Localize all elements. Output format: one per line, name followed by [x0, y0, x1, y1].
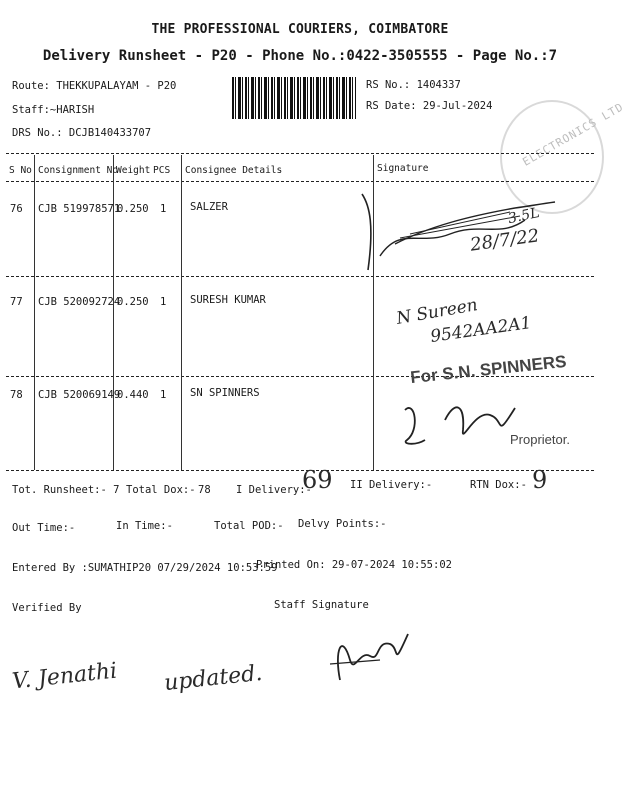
- row-sno: 76: [10, 203, 23, 215]
- rtn-dox-value: 9: [532, 466, 548, 494]
- proprietor-title: Proprietor.: [510, 432, 570, 447]
- header-weight: Weight: [116, 165, 151, 176]
- table-header-rule: [6, 181, 594, 182]
- staff-signature-label: Staff Signature: [274, 599, 369, 611]
- verified-by-label: Verified By: [12, 602, 82, 614]
- runsheet-subtitle: Delivery Runsheet - P20 - Phone No.:0422-3505555 - Page No.:7: [42, 48, 558, 64]
- header-signature: Signature: [377, 163, 429, 174]
- route-label: Route: THEKKUPALAYAM - P20: [12, 80, 177, 92]
- column-divider: [181, 155, 182, 470]
- row-consignee: SURESH KUMAR: [190, 294, 266, 306]
- i-delivery-value: 69: [302, 466, 333, 494]
- row-weight: 0.250: [117, 296, 149, 308]
- entered-by: Entered By :SUMATHIP20 07/29/2024 10:53:59: [12, 562, 278, 574]
- ii-delivery-label: II Delivery:-: [350, 479, 433, 491]
- row-weight: 0.250: [117, 203, 149, 215]
- company-stamp: For S.N. SPINNERS: [409, 351, 568, 388]
- document-title: THE PROFESSIONAL COURIERS, COIMBATORE: [151, 22, 449, 37]
- signature-date: 28/7/22: [468, 225, 541, 256]
- i-delivery-label: I Delivery:-: [236, 484, 312, 496]
- header-consignee: Consignee Details: [185, 165, 283, 176]
- rtn-dox-label: RTN Dox:-: [470, 479, 527, 491]
- row-pcs: 1: [160, 389, 167, 401]
- drs-number: DRS No.: DCJB140433707: [12, 127, 152, 139]
- row-consignment: CJB 519978571: [38, 203, 121, 215]
- row-divider: [6, 276, 594, 277]
- row-pcs: 1: [160, 296, 167, 308]
- table-top-rule: [6, 153, 594, 154]
- in-time-label: In Time:-: [116, 520, 173, 532]
- out-time-label: Out Time:-: [12, 522, 76, 534]
- row-sno: 78: [10, 389, 23, 401]
- rs-date: RS Date: 29-Jul-2024: [366, 100, 493, 112]
- total-runsheet: Tot. Runsheet:- 7: [12, 484, 120, 496]
- printed-on: Printed On: 29-07-2024 10:55:02: [256, 559, 452, 571]
- row-consignee: SN SPINNERS: [190, 387, 260, 399]
- barcode-image: [232, 77, 356, 119]
- row-consignee: SALZER: [190, 201, 228, 213]
- staff-signature-icon: [320, 620, 420, 690]
- staff-label: Staff:~HARISH: [12, 104, 95, 116]
- watermark-text: ELECTRONICS LTD: [520, 100, 626, 169]
- row-weight: 0.440: [117, 389, 149, 401]
- header-consignment: Consignment No: [38, 165, 119, 176]
- total-dox-label: Total Dox:-: [126, 484, 196, 496]
- row-pcs: 1: [160, 203, 167, 215]
- signature-note: 3.5L: [506, 204, 541, 228]
- column-divider: [34, 155, 35, 470]
- row-consignment: CJB 520069149: [38, 389, 121, 401]
- header-pcs: PCS: [153, 165, 171, 176]
- delvy-points-label: Delvy Points:-: [298, 518, 387, 530]
- table-bottom-rule: [6, 470, 594, 471]
- signature-phone: 9542AA2A1: [429, 313, 533, 347]
- row-consignment: CJB 520092724: [38, 296, 121, 308]
- verified-signature: V. Jenathi: [10, 658, 119, 695]
- total-dox-value: 78: [198, 484, 211, 496]
- rs-number: RS No.: 1404337: [366, 79, 461, 91]
- header-sno: S No: [9, 165, 32, 176]
- updated-note: updated.: [162, 660, 264, 697]
- row-sno: 77: [10, 296, 23, 308]
- signature-scribble: [340, 186, 590, 276]
- total-pod-label: Total POD:-: [214, 520, 284, 532]
- signature-name: N Sureen: [394, 295, 480, 329]
